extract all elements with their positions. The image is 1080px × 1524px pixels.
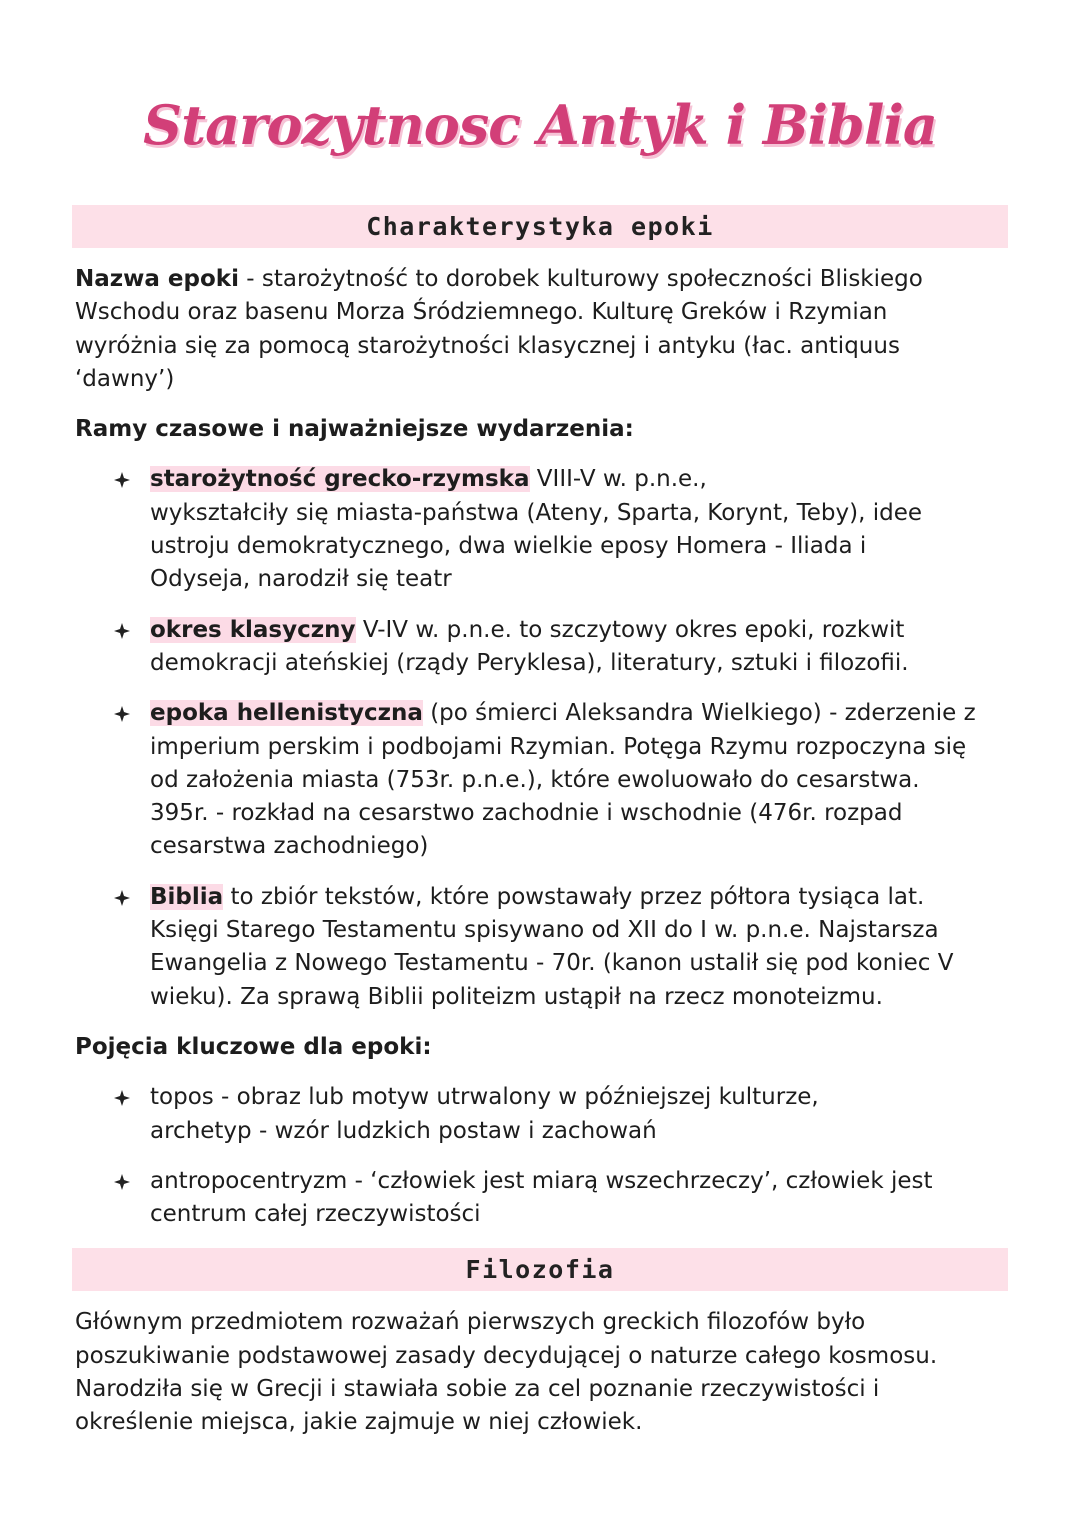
page-title: Starozytnosc Antyk i Biblia (143, 93, 937, 157)
text-line: imperium perskim i podbojami Rzymian. Potęga Rzymu rozpoczyna się (150, 733, 967, 760)
text-line: 395r. - rozkład na cesarstwo zachodnie i wschodnie (476r. rozpad (150, 800, 903, 827)
text-line (75, 263, 1008, 296)
text-line (150, 614, 1008, 647)
list-item-event (72, 614, 1008, 681)
text-line: Odyseja, narodził się teatr (150, 566, 452, 593)
text-line: ‘dawny’) (75, 365, 175, 392)
text-line: ustroju demokratycznego, dwa wielkie eposy Homera - Iliada i (150, 533, 867, 560)
section-heading-characteristics: Charakterystyka epoki (72, 205, 1008, 248)
intro-text: - starożytność to dorobek kulturowy społeczności Bliskiego (238, 266, 923, 292)
highlighted-term: starożytność grecko-rzymska (150, 466, 530, 493)
four-pointed-star-icon (114, 1174, 130, 1190)
highlighted-term: Biblia (150, 883, 224, 910)
text-line: demokracji ateńskiej (rządy Peryklesa), literatury, sztuki i filozofii. (150, 649, 909, 676)
text-line: wykształciły się miasta-państwa (Ateny, Sparta, Korynt, Teby), idee (150, 499, 922, 526)
text-line: antropocentryzm - ‘człowiek jest miarą wszechrzeczy’, człowiek jest (150, 1167, 933, 1194)
text-line: Wschodu oraz basenu Morza Śródziemnego. Kulturę Greków i Rzymian (75, 299, 888, 326)
text-line: wieku). Za sprawą Biblii politeizm ustąpił na rzecz monoteizmu. (150, 983, 883, 1010)
list-item-event (72, 463, 1008, 596)
four-pointed-star-icon (114, 706, 130, 722)
text-line: wyróżnia się za pomocą starożytności klasycznej i antyku (łac. antiquus (75, 332, 900, 359)
highlighted-term: epoka hellenistyczna (150, 700, 423, 727)
event-text: (po śmierci Aleksandra Wielkiego) - zderzenie z (422, 700, 976, 727)
highlighted-term: okres klasyczny (150, 616, 356, 643)
four-pointed-star-icon (114, 623, 130, 639)
text-line: topos - obraz lub motyw utrwalony w późniejszej kulturze, (150, 1084, 819, 1111)
list-item-event (72, 881, 1008, 1014)
concepts-heading-block (72, 1031, 1008, 1064)
text-line: cesarstwa zachodniego) (150, 833, 429, 860)
text-line (150, 463, 1008, 496)
text-line (150, 697, 1008, 730)
text-line: Głównym przedmiotem rozważań pierwszych greckich filozofów było (75, 1309, 866, 1336)
four-pointed-star-icon (114, 472, 130, 488)
events-heading: Ramy czasowe i najważniejsze wydarzenia: (75, 416, 634, 443)
events-heading-block (72, 413, 1008, 446)
list-item-concept (72, 1081, 1008, 1148)
text-line: archetyp - wzór ludzkich postaw i zachowań (150, 1117, 657, 1144)
intro-term: Nazwa epoki (75, 266, 239, 292)
text-line: centrum całej rzeczywistości (150, 1201, 481, 1228)
concepts-heading: Pojęcia kluczowe dla epoki: (75, 1033, 432, 1060)
intro-paragraph (72, 263, 1008, 396)
event-text: VIII-V w. p.n.e., (529, 466, 707, 493)
text-line: od założenia miasta (753r. p.n.e.), które ewoluowało do cesarstwa. (150, 766, 920, 793)
four-pointed-star-icon (114, 1090, 130, 1106)
four-pointed-star-icon (114, 890, 130, 906)
event-text: V-IV w. p.n.e. to szczytowy okres epoki, rozkwit (355, 616, 905, 643)
text-line: Narodziła się w Grecji i stawiała sobie za cel poznanie rzeczywistości i (75, 1376, 880, 1403)
text-line (150, 881, 1008, 914)
philosophy-paragraph (72, 1306, 1008, 1439)
text-line: poszukiwanie podstawowej zasady decydującej o naturze całego kosmosu. (75, 1342, 938, 1369)
text-line: Księgi Starego Testamentu spisywano od XII do I w. p.n.e. Najstarsza (150, 917, 939, 944)
text-line: określenie miejsca, jakie zajmuje w niej człowiek. (75, 1409, 643, 1436)
list-item-event (72, 697, 1008, 863)
list-item-concept (72, 1165, 1008, 1232)
event-text: to zbiór tekstów, które powstawały przez półtora tysiąca lat. (223, 883, 925, 910)
notes-content (72, 205, 1008, 1440)
section-heading-philosophy: Filozofia (72, 1248, 1008, 1291)
text-line: Ewangelia z Nowego Testamentu - 70r. (kanon ustalił się pod koniec V (150, 950, 954, 977)
